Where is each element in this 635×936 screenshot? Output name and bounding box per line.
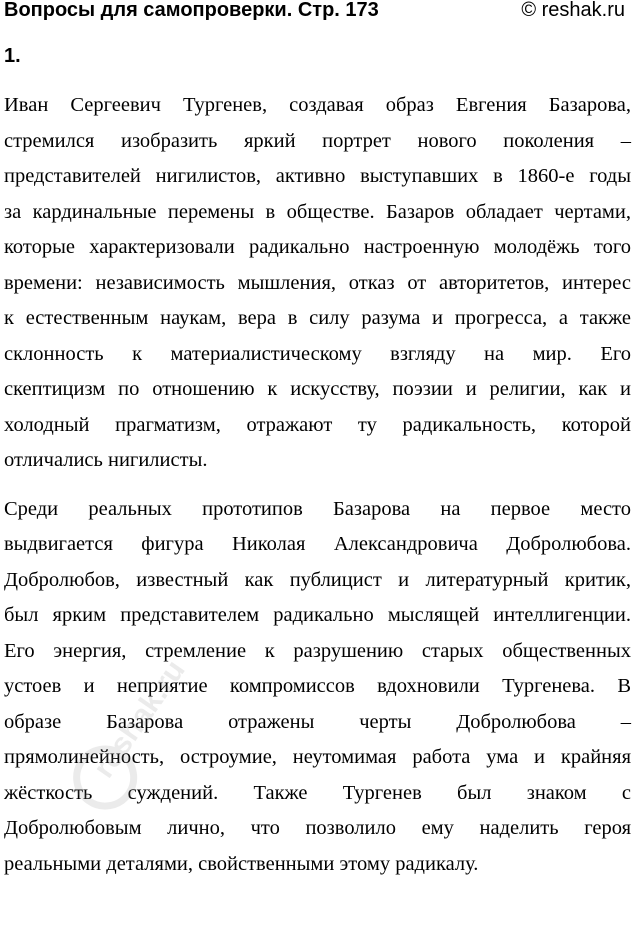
text-line: прямолинейность, остроумие, неутомимая работа ума и крайняя <box>4 746 631 768</box>
text-line: устоев и неприятие компромиссов вдохновили Тургенева. В <box>4 675 631 697</box>
text-line: реальными деталями, свойственными этому радикалу. <box>4 852 479 875</box>
text-line: жёсткость суждений. Также Тургенев был знаком с <box>4 781 631 804</box>
text-line: стремился изобразить яркий портрет нового поколения – <box>4 129 631 152</box>
source-label: © reshak.ru <box>521 0 625 21</box>
watermark-text: reshak.ru <box>87 654 192 784</box>
text-line: холодный прагматизм, отражают ту радикальность, которой <box>4 413 631 436</box>
text-line: за кардинальные перемены в обществе. Базаров обладает чертами, <box>4 200 631 223</box>
text-line: Среди реальных прототипов Базарова на первое место <box>4 497 631 520</box>
paragraph <box>4 492 631 883</box>
text-line: Добролюбов, известный как публицист и литературный критик, <box>4 568 631 591</box>
text-line: Его энергия, стремление к разрушению старых общественных <box>4 639 631 662</box>
text-line: Добролюбовым лично, что позволило ему наделить героя <box>4 817 631 839</box>
task-number: 1. <box>4 45 21 67</box>
text-line: которые характеризовали радикально настроенную молодёжь того <box>4 236 631 258</box>
text-line: времени: независимость мышления, отказ от авторитетов, интерес <box>4 271 631 294</box>
page-header <box>0 0 635 30</box>
page-title: Вопросы для самопроверки. Стр. 173 <box>4 0 379 21</box>
text-line: отличались нигилисты. <box>4 449 208 471</box>
text-line: представителей нигилистов, активно выступавших в 1860-е годы <box>4 165 631 187</box>
text-line: был ярким представителем радикально мыслящей интеллигенции. <box>4 604 631 626</box>
text-line: склонность к материалистическому взгляду на мир. Его <box>4 342 631 365</box>
paragraph <box>4 88 631 479</box>
text-line: к естественным наукам, вера в силу разума и прогресса, а также <box>4 307 631 329</box>
text-line: Иван Сергеевич Тургенев, создавая образ Евгения Базарова, <box>4 94 631 116</box>
text-line: образе Базарова отражены черты Добролюбова – <box>4 710 631 733</box>
text-line: выдвигается фигура Николая Александровича Добролюбова. <box>4 533 631 555</box>
answer-text <box>4 88 631 895</box>
text-line: скептицизм по отношению к искусству, поэзии и религии, как и <box>4 378 631 400</box>
